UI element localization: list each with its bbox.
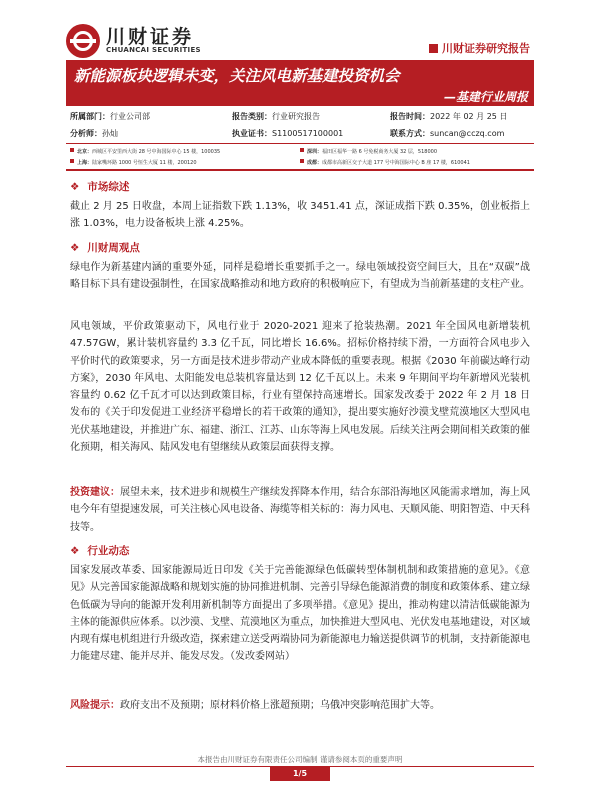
section-star-icon: ❖ bbox=[70, 545, 80, 557]
market-paragraph: 截止 2 月 25 日收盘，本周上证指数下跌 1.13%，收 3451.41 点，深证成指下跌 0.35%，创业板指上涨 1.03%，电力设备板块上涨 4.25%。 bbox=[70, 201, 530, 230]
risk-warning: 风险提示：政府支出不及预期；原材料价格上涨超预期；乌俄冲突影响范围扩大等。 bbox=[70, 700, 440, 711]
section-star-icon: ❖ bbox=[70, 242, 80, 254]
section-market-title: ❖ 市场综述 bbox=[70, 181, 130, 193]
company-name-en: CHUANCAI SECURITIES bbox=[106, 46, 201, 54]
section-star-icon: ❖ bbox=[70, 181, 80, 193]
section-view-title: ❖ 川财周观点 bbox=[70, 242, 140, 254]
view-paragraph-1: 绿电作为新基建内涵的重要外延，同样是稳增长重要抓手之一。绿电领域投资空间巨大，且在“双碳”战略目标下具有建设强制性，在国家战略推动和地方政府的积极响应下，有望成为当前新基建的支柱产业。 bbox=[70, 262, 530, 291]
info-divider bbox=[66, 143, 534, 144]
info-analyst: 分析师：孙灿 bbox=[70, 129, 118, 138]
info-contact[interactable]: 联系方式：suncan@cczq.com bbox=[390, 129, 505, 138]
company-name-cn: 川财证券 bbox=[106, 26, 195, 48]
report-title: 新能源板块逻辑未变，关注风电新基建投资机会 bbox=[74, 67, 400, 85]
address-shanghai: 上海：陆家嘴环路 1000 号恒生大厦 11 楼，200120 bbox=[70, 159, 197, 166]
news-paragraph: 国家发展改革委、国家能源局近日印发《关于完善能源绿色低碳转型体制机制和政策措施的意见》。《意见》从完善国家能源战略和规划实施的协同推进机制、完善引导绿色能源消费的制度和政策体系、建立绿色低碳为导向的能源开发利用新机制等方面提出了多项举措。《意见》提出，推动构建以清洁低碳能源为主体的能源供应体系。以沙漠、戈壁、荒漠地区为重点，加快推进大型风电、光伏发电基地建设，对区域内现有煤电机组进行升级改造，探索建立送受两端协同为新能源电力输送提供调节的机制，支持新能源电力能建尽建、能并尽并、能发尽发。（发改委网站） bbox=[70, 565, 530, 663]
report-tag-label: 川财证券研究报告 bbox=[442, 42, 530, 55]
info-date: 报告时间：2022 年 02 月 25 日 bbox=[390, 112, 508, 121]
address-shenzhen: 深圳：福田区福华一路 6 号免税商务大厦 32 层，518000 bbox=[300, 148, 437, 155]
page-number: 1/5 bbox=[270, 767, 330, 781]
report-tag bbox=[429, 40, 530, 56]
report-subtitle: —基建行业周报 bbox=[443, 90, 528, 104]
header-divider bbox=[66, 169, 534, 171]
report-tag-icon bbox=[429, 44, 438, 53]
footer-disclaimer: 本报告由川财证券有限责任公司编制 谨请参阅本页的重要声明 bbox=[197, 755, 403, 764]
info-cert: 执业证书：S1100517100001 bbox=[232, 129, 344, 138]
section-news-title: ❖ 行业动态 bbox=[70, 545, 130, 557]
address-chengdu: 成都：成都市高新区交子大道 177 号中海国际中心 B 座 17 楼，610041 bbox=[300, 159, 470, 166]
company-logo-icon bbox=[66, 24, 100, 58]
info-type: 报告类别：行业研究报告 bbox=[232, 112, 320, 121]
view-paragraph-2: 风电领域，平价政策驱动下，风电行业于 2020-2021 迎来了抢装热潮。2021 年全国风电新增装机 47.57GW，累计装机容量约 3.3 亿千瓦，同比增长 16.6%。招标价格持续下滑，一方面符合风电步入平价时代的政策要求，另一方面是技术进步带动产业成本降低的重要表现。根据《2030 年前碳达峰行动方案》，2030 年风电、太阳能发电总装机容量达到 12 亿千瓦以上。未来 9 年期间平均年新增风光装机容量约 0.62 亿千瓦才可以达到政策目标，行业有望保持高速增长。国家发改委于 2022 年 2 月 18 日发布的《关于印发促进工业经济平稳增长的若干政策的通知》，提出要实施好沙漠戈壁荒漠地区大型风电光伏基地建设，并推进广东、福建、浙江、江苏、山东等海上风电发展。后续关注两会期间相关政策的催化预期，相关海风、陆风发电有望继续从政策层面获得支撑。 bbox=[70, 321, 530, 454]
address-beijing: 北京：西城区平安里西大街 28 号中海国际中心 15 楼，100035 bbox=[70, 148, 220, 155]
investment-advice: 投资建议：展望未来，技术进步和规模生产继续发挥降本作用，结合东部沿海地区风能需求增加，海上风电今年有望提速发展，可关注核心风电设备、海缆等相关标的：海力风电、天顺风能、明阳智造、中天科技等。 bbox=[70, 487, 530, 533]
info-dept: 所属部门：行业公司部 bbox=[70, 112, 150, 121]
